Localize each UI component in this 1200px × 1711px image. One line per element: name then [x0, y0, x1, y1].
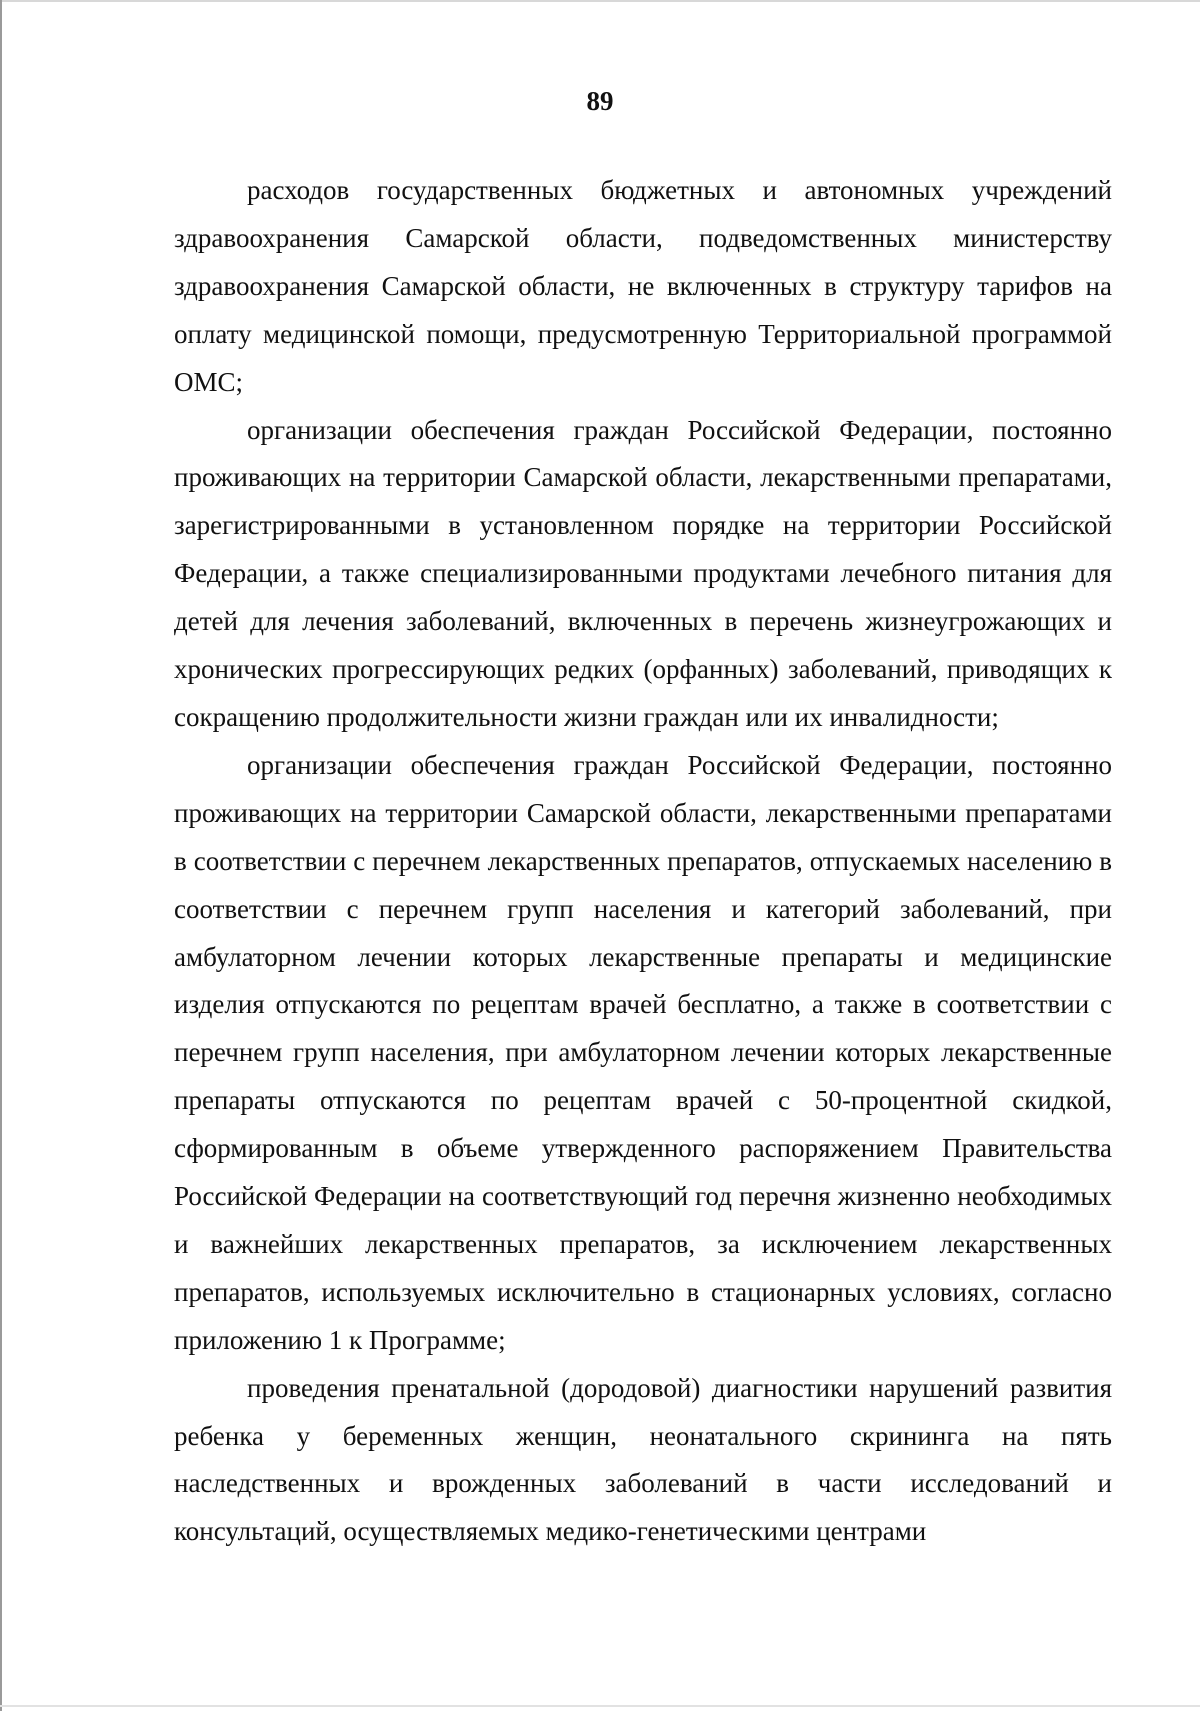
- scan-edge-top: [0, 0, 1200, 2]
- paragraph-prenatal-diagnostics: проведения пренатальной (дородовой) диагностики нарушений развития ребенка у беременных женщин, неонатального скрининга на пять наследственных и врожденных заболеваний в части исследований и консультаций, осуществляемых медико-генетическими центрами: [174, 1372, 1112, 1547]
- scan-edge-bottom: [0, 1705, 1200, 1707]
- paragraph-expenses: расходов государственных бюджетных и автономных учреждений здравоохранения Самарской области, подведомственных министерству здравоохранения Самарской области, не включенных в структуру тарифов на оплату медицинской помощи, предусмотренную Территориальной программой ОМС;: [174, 175, 1112, 397]
- page-number: 89: [586, 86, 614, 116]
- paragraph-orphan-drugs: организации обеспечения граждан Российской Федерации, постоянно проживающих на территории Самарской области, лекарственными препаратами, зарегистрированными в установленном порядке на территории Российской Федерации, а также специализированными продуктами лечебного питания для детей для лечения заболеваний, включенных в перечень жизнеугрожающих и хронических прогрессирующих редких (орфанных) заболеваний, приводящих к сокращению продолжительности жизни граждан или их инвалидности;: [174, 414, 1112, 732]
- document-body: [174, 167, 1112, 1556]
- paragraph-outpatient-drugs: организации обеспечения граждан Российской Федерации, постоянно проживающих на территории Самарской области, лекарственными препаратами в соответствии с перечнем лекарственных препаратов, отпускаемых населению в соответствии с перечнем групп населения и категорий заболеваний, при амбулаторном лечении которых лекарственные препараты и медицинские изделия отпускаются по рецептам врачей бесплатно, а также в соответствии с перечнем групп населения, при амбулаторном лечении которых лекарственные препараты отпускаются по рецептам врачей с 50-процентной скидкой, сформированным в объеме утвержденного распоряжением Правительства Российской Федерации на соответствующий год перечня жизненно необходимых и важнейших лекарственных препаратов, за исключением лекарственных препаратов, используемых исключительно в стационарных условиях, согласно приложению 1 к Программе;: [174, 749, 1112, 1355]
- scan-edge-left: [0, 0, 2, 1711]
